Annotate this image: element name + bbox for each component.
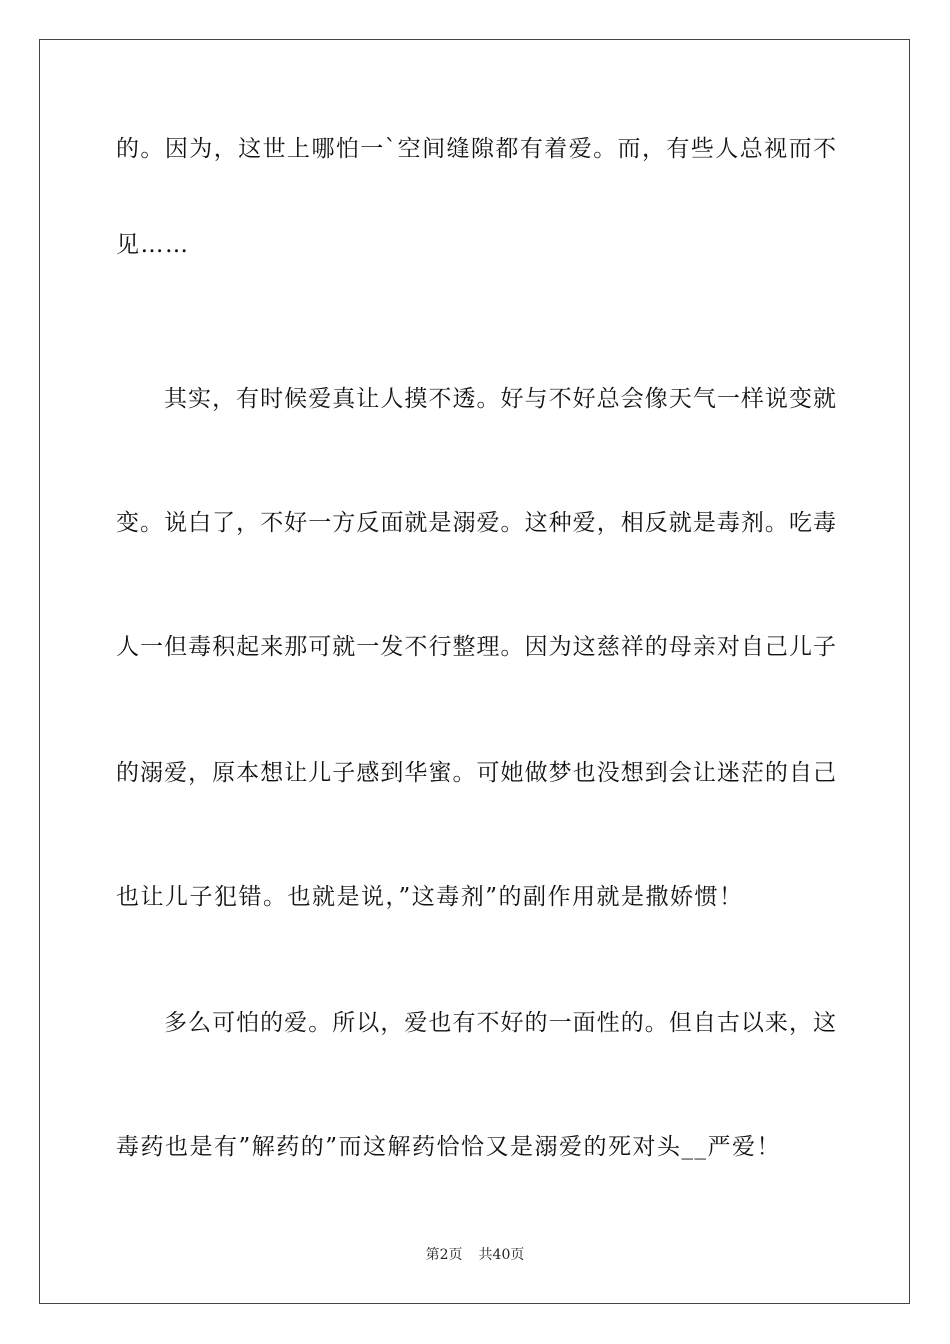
paragraph-line-1: 的。因为，这世上哪怕一`空间缝隙都有着爱。而，有些人总视而不 [116,136,836,162]
page-footer [0,1246,950,1264]
page-total: 共40页 [478,1247,525,1263]
paragraph-line-7: 也让儿子犯错。也就是说，”这毒剂”的副作用就是撒娇惯！ [116,884,744,910]
paragraph-line-6: 的溺爱，原本想让儿子感到华蜜。可她做梦也没想到会让迷茫的自己 [116,760,836,786]
page-border [39,39,910,1304]
paragraph-line-2: 见…… [116,232,190,258]
paragraph-line-3: 其实，有时候爱真让人摸不透。好与不好总会像天气一样说变就 [164,386,836,412]
paragraph-line-5: 人一但毒积起来那可就一发不行整理。因为这慈祥的母亲对自己儿子 [116,634,836,660]
paragraph-line-9: 毒药也是有”解药的”而这解药恰恰又是溺爱的死对头__严爱！ [116,1134,782,1160]
paragraph-line-8: 多么可怕的爱。所以，爱也有不好的一面性的。但自古以来，这 [164,1010,836,1036]
paragraph-line-4: 变。说白了，不好一方反面就是溺爱。这种爱，相反就是毒剂。吃毒 [116,510,836,536]
page-number: 第2页 [425,1247,463,1263]
